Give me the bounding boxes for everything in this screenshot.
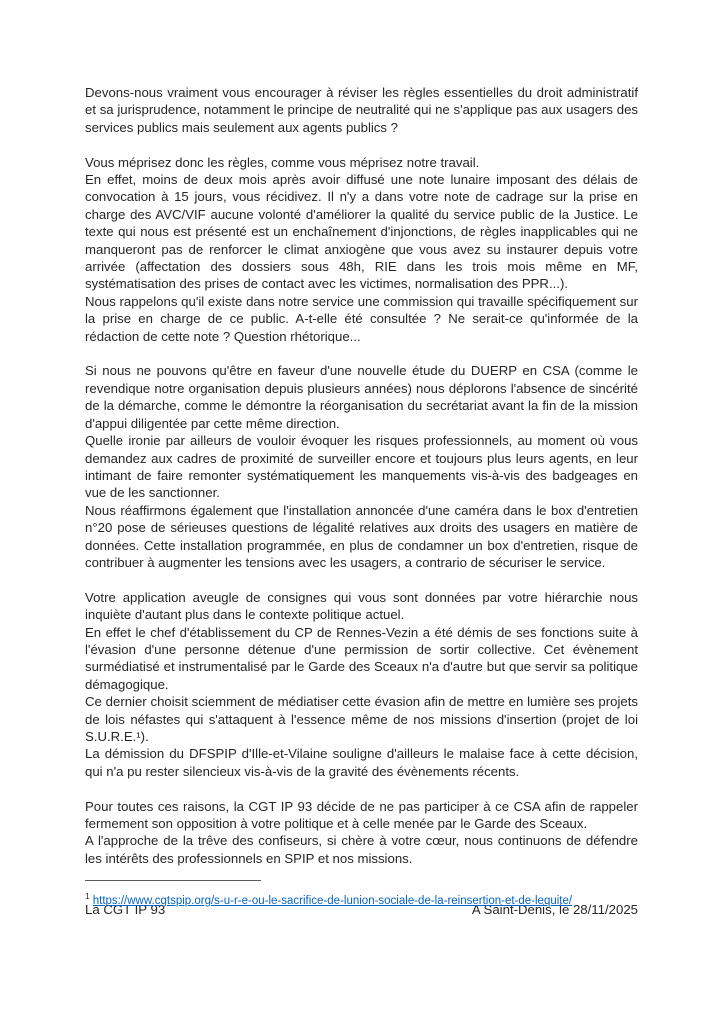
- paragraph: Votre application aveugle de consignes qui vous sont données par votre hiérarchie nous inquiète d'autant plus dans le contexte politique actuel.: [85, 589, 638, 623]
- footnote: [85, 880, 638, 909]
- footnote-line: [85, 889, 638, 909]
- paragraph: A l'approche de la trêve des confiseurs, si chère à votre cœur, nous continuons de défendre les intérêts des professionnels en SPIP et nos missions.: [85, 833, 638, 866]
- signature-author: La CGT IP 93: [85, 902, 166, 918]
- paragraph: La démission du DFSPIP d'Ille-et-Vilaine souligne d'ailleurs le malaise face à cette décision, qui n'a pu rester silencieux vis-à-vis de la gravité des évènements récents.: [85, 746, 638, 779]
- paragraph: Nous rappelons qu'il existe dans notre service une commission qui travaille spécifiquement sur la prise en charge de ce public. A-t-elle été consultée ? Ne serait-ce qu'informée de la rédaction de cette note ? Question rhétorique...: [85, 293, 638, 344]
- paragraph: Nous réaffirmons également que l'installation annoncée d'une caméra dans le box d'entretien n°20 pose de sérieuses questions de légalité relatives aux droits des usagers en matière de données. Cette installation programmée, en plus de condamner un box d'entretien, risque de contribuer à augmenter les tensions avec les usagers, a contrario de sécuriser le service.: [85, 502, 638, 570]
- paragraph: En effet, moins de deux mois après avoir diffusé une note lunaire imposant des délais de convocation à 15 jours, vous récidivez. Il n'y a dans votre note de cadrage sur la prise en charge des AVC/VIF aucune volonté d'améliorer la qualité du service public de la Justice. Le texte qui nous est présenté est un enchaînement d'injonctions, de règles inapplicables qui ne manqueront pas de renforcer le climat anxiogène que vous avez su instaurer depuis votre arrivée (affectation des dossiers sous 48h, RIE dans les trois mois même en MF, systématisation des prises de contact avec les victimes, normalisation des PPR...).: [85, 172, 638, 292]
- paragraph: Devons-nous vraiment vous encourager à réviser les règles essentielles du droit administratif et sa jurisprudence, notamment le principe de neutralité qui ne s'applique pas aux usagers des services publics mais seulement aux agents publics ?: [85, 85, 638, 135]
- footnote-separator: [85, 880, 261, 881]
- footnote-marker: 1: [85, 891, 90, 901]
- paragraph: Ce dernier choisit sciemment de médiatiser cette évasion afin de mettre en lumière ses projets de lois néfastes qui s'attaquent à l'essence même de nos missions d'insertion (projet de loi S.U.R.E.¹).: [85, 694, 638, 744]
- signature-dateline: A Saint-Denis, le 28/11/2025: [471, 902, 638, 918]
- footnote-link[interactable]: https://www.cgtspip.org/s-u-r-e-ou-le-sacrifice-de-lunion-sociale-de-la-reinsertion-et-de-lequite/: [92, 894, 573, 907]
- paragraph: Pour toutes ces raisons, la CGT IP 93 décide de ne pas participer à ce CSA afin de rappeler fermement son opposition à votre politique et à celle menée par le Garde des Sceaux.: [85, 798, 638, 831]
- paragraph: En effet le chef d'établissement du CP de Rennes-Vezin a été démis de ses fonctions suite à l'évasion d'une personne détenue d'une permission de sortir collective. Cet évènement surmédiatisé et instrumentalisé par le Garde des Sceaux n'a d'autre but que servir sa politique démagogique.: [85, 624, 638, 692]
- paragraph: Vous méprisez donc les règles, comme vous méprisez notre travail.: [85, 154, 480, 170]
- letter-body: [85, 84, 638, 919]
- paragraph: Si nous ne pouvons qu'être en faveur d'une nouvelle étude du DUERP en CSA (comme le revendique notre organisation depuis plusieurs années) nous déplorons l'absence de sincérité de la démarche, comme le démontre la réorganisation du secrétariat avant la fin de la mission d'appui diligentée par cette même direction.: [85, 363, 638, 431]
- paragraph: Quelle ironie par ailleurs de vouloir évoquer les risques professionnels, au moment où vous demandez aux cadres de proximité de surveiller encore et toujours plus leurs agents, en leur intimant de faire remonter systématiquement les manquements vis-à-vis des badgeages en vue de les sanctionner.: [85, 433, 638, 501]
